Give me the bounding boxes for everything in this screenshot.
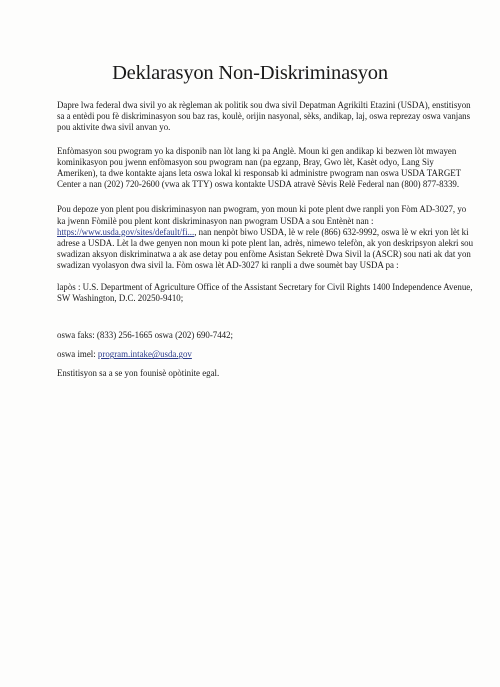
paragraph-rights-statement: Dapre lwa federal dwa sivil yo ak règleman ak politik sou dwa sivil Depatman Agrikilti Etazini (USDA), enstitisyon sa a entèdi pou fè diskriminasyon sou baz ras, koulè, orijin nasyonal, sèks, andikap, laj, oswa reprezay oswa vanjans pou aktivite dwa sivil anvan yo. [57, 100, 471, 133]
complaint-form-link[interactable]: https://www.usda.gov/sites/default/fi... [57, 226, 195, 237]
paragraph-equal-opportunity: Enstitisyon sa a se yon founisè opòtinite egal. [57, 368, 220, 379]
paragraph-program-information: Enfòmasyon sou pwogram yo ka disponib nan lòt lang ki pa Anglè. Moun ki gen andikap ki bezwen lòt mwayen kominikasyon pou jwenn enfòmasyon sou pwogram nan (pa egzanp, Bray, Gwo lèt, Kasèt odyo, Lang Siy Ameriken), ta dwe kontakte ajans leta oswa lokal ki responsab ki administre pwogram nan oswa USDA TARGET Center a nan (202) 720-2600 (vwa ak TTY) oswa kontakte USDA atravè Sèvis Relè Federal nan (800) 877-8339. [57, 145, 461, 190]
email-label: oswa imel: [57, 349, 98, 360]
document-body [57, 100, 475, 392]
email-link[interactable]: program.intake@usda.gov [97, 349, 192, 360]
paragraph-mail-address: lapòs : U.S. Department of Agriculture Office of the Assistant Secretary for Civil Rights 1400 Independence Avenue, SW Washington, D.C. 20250-9410; [57, 281, 473, 303]
paragraph-complaint-filing [57, 204, 475, 271]
paragraph-fax: oswa faks: (833) 256-1665 oswa (202) 690-7442; [57, 330, 233, 341]
paragraph-email [57, 349, 475, 360]
page-title: Deklarasyon Non-Diskriminasyon [112, 62, 388, 84]
complaint-text-start: Pou depoze yon plent pou diskriminasyon nan pwogram, yon moun ki pote plent dwe ranpli yon Fòm AD-3027, yo ka jwenn Fòmilè pou plent kont diskriminasyon nan pwogram USDA a sou Entènèt nan : [57, 204, 467, 226]
complaint-text-end: , nan nenpòt biwo USDA, lè w rele (866) 632-9992, oswa lè w ekri yon lèt ki adrese a USDA. Lèt la dwe genyen non moun ki pote plent lan, adrès, nimewo telefòn, ak yon deskripsyon alekri sou swadizan aksyon diskriminatwa a ak ase detay pou enfòme Asistan Sekretè Dwa Sivil la (ASCR) sou nati ak dat yon swadizan vyolasyon dwa sivil la. Fòm oswa lèt AD-3027 ki ranpli a dwe soumèt bay USDA pa : [57, 226, 474, 271]
